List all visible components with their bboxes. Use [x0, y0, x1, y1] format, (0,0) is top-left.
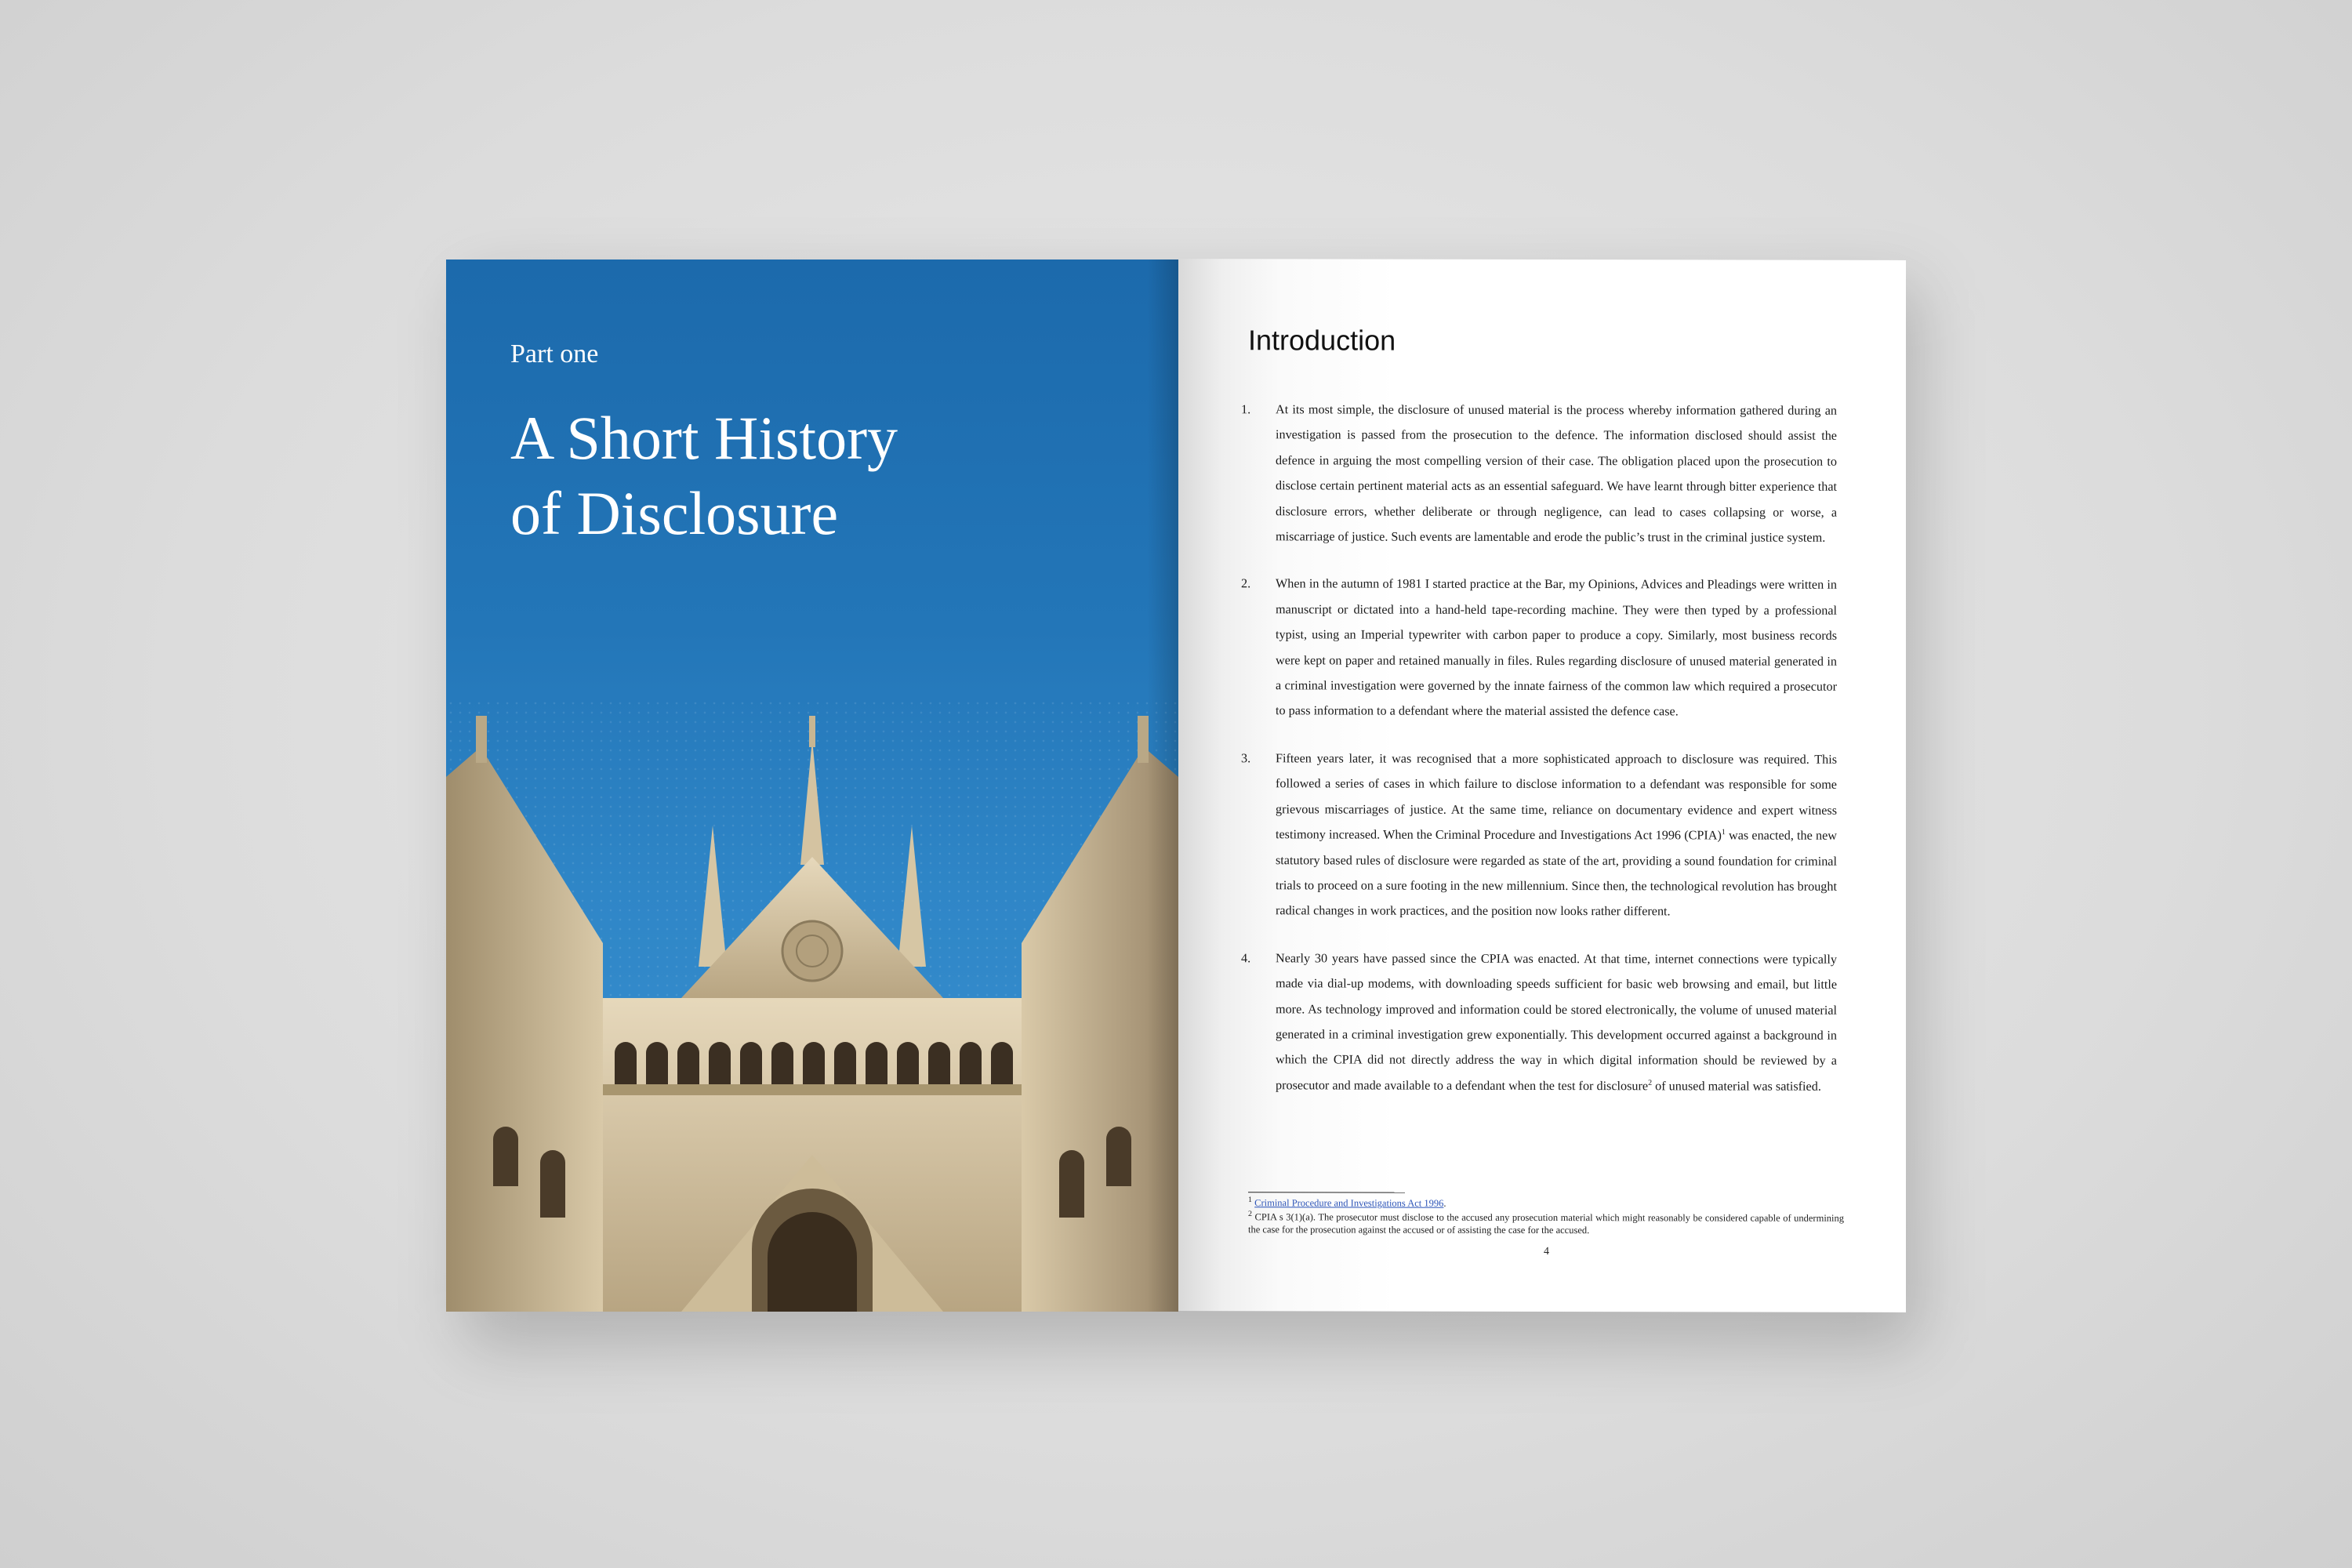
paragraph-number: 3.: [1241, 751, 1251, 766]
paragraph-text: At its most simple, the disclosure of unused material is the process whereby information gathered during an investigation is passed from the prosecution to the defence. The information disclosed should assist the defence in arguing the most compelling version of their case. The obligation placed upon the prosecution to disclose certain pertinent material acts as an essential safeguard. We have learnt through bitter experience that disclosure errors, whether deliberate or through negligence, can lead to cases collapsing or worse, a miscarriage of justice. Such events are lamentable and erode the public’s trust in the criminal justice system.: [1276, 402, 1837, 545]
paragraph-text-continued: was enacted, the new statutory based rules of disclosure were regarded as state of the art, providing a sound foundation for criminal trials to proceed on a sure footing in the new millennium. Since then, the technological revolution has brought radical changes in work practices, and the position now looks rather different.: [1276, 828, 1837, 919]
paragraph-number: 1.: [1241, 402, 1251, 417]
paragraph-number: 2.: [1241, 576, 1251, 591]
page-title: [510, 401, 1106, 551]
page-title-line-1: A Short History: [510, 404, 898, 472]
footnote-1: [1248, 1196, 1844, 1210]
paragraph-text: When in the autumn of 1981 I started practice at the Bar, my Opinions, Advices and Pleadings were written in manuscript or dictated into a hand-held tape-recording machine. They were then typed by a professional typist, using an Imperial typewriter with carbon paper to produce a copy. Similarly, most business records were kept on paper and retained manually in files. Rules regarding disclosure of unused material generated in a criminal investigation were governed by the innate fairness of the common law which required a prosecutor to pass information to a defendant where the material assisted the defence case.: [1276, 576, 1837, 719]
page-title-line-2: of Disclosure: [510, 479, 839, 547]
left-page: [446, 260, 1178, 1312]
footnote-ref-2[interactable]: 2: [1648, 1078, 1653, 1087]
spine-shadow: [1147, 260, 1178, 1312]
footnote-ref-1[interactable]: 1: [1721, 828, 1726, 837]
footnote-marker: 1: [1248, 1196, 1252, 1205]
footnote-2: [1248, 1210, 1844, 1237]
footnote-1-link[interactable]: Criminal Procedure and Investigations Act 1996: [1254, 1197, 1444, 1209]
paragraph-text-continued: of unused material was satisfied.: [1652, 1079, 1821, 1094]
paragraph-4: [1241, 946, 1837, 1099]
right-page: [1178, 259, 1906, 1312]
paragraph-text: Nearly 30 years have passed since the CPIA was enacted. At that time, internet connections were typically made via dial-up modems, with downloading speeds sufficient for basic web browsing and email, but little more. As technology improved and information could be stored electronically, the volume of unused material generated in a criminal investigation grew exponentially. This development occurred against a background in which the CPIA did not directly address the way in which digital information should be reviewed by a prosecutor and made available to a defendant when the test for disclosure: [1276, 951, 1837, 1094]
paragraph-number: 4.: [1241, 950, 1251, 965]
footnotes: [1248, 1196, 1844, 1239]
footnote-1-after: .: [1443, 1197, 1446, 1209]
section-heading: Introduction: [1248, 324, 1396, 357]
paragraph-list: [1241, 397, 1837, 1121]
paragraph-2: [1241, 572, 1837, 725]
part-label: Part one: [510, 339, 599, 368]
paragraph-3: [1241, 746, 1837, 924]
footnote-2-text: CPIA s 3(1)(a). The prosecutor must disclose to the accused any prosecution material which might reasonably be considered capable of undermining the case for the prosecution against the accused or of assisting the case for the accused.: [1248, 1211, 1845, 1236]
footnote-marker: 2: [1248, 1210, 1252, 1219]
paragraph-1: [1241, 397, 1837, 550]
page-number: 4: [1544, 1246, 1549, 1258]
paragraph-text: Fifteen years later, it was recognised that a more sophisticated approach to disclosure was required. This followed a series of cases in which failure to disclose information to a defendant was responsible for some grievous miscarriages of justice. At the same time, reliance on documentary evidence and expert witness testimony increased. When the Criminal Procedure and Investigations Act 1996 (CPIA): [1276, 751, 1837, 843]
royal-courts-building-image: [446, 716, 1178, 1312]
